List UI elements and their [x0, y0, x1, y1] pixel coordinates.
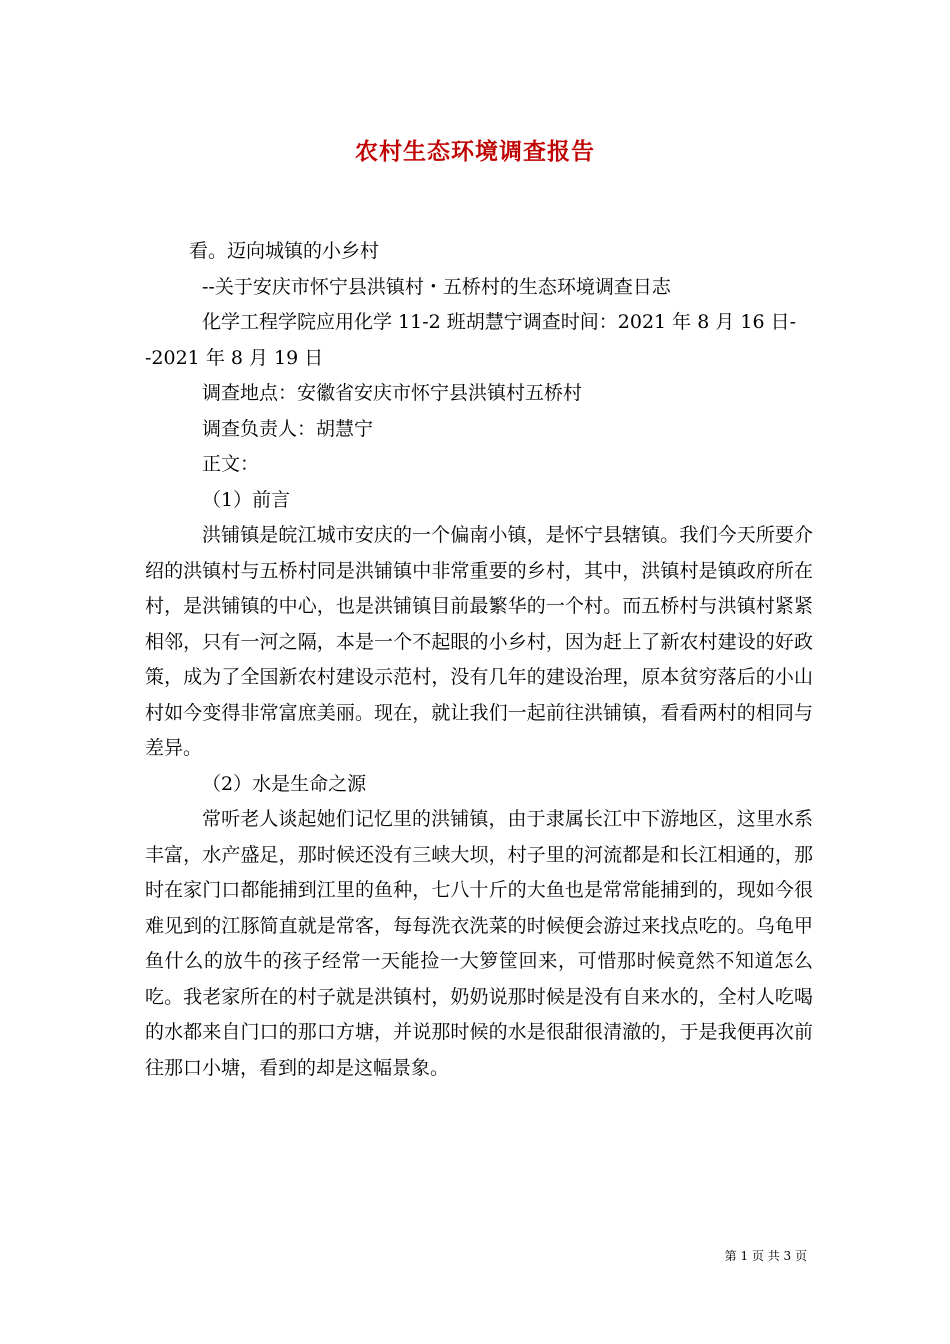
section-heading-1: （1）前言 [202, 488, 291, 511]
section-heading-2: （2）水是生命之源 [202, 772, 367, 795]
body-label: 正文： [202, 453, 260, 475]
page-footer: 第 1 页 共 3 页 [724, 1249, 807, 1263]
location-line: 调查地点：安徽省安庆市怀宁县洪镇村五桥村 [202, 382, 583, 404]
paragraph-intro: 洪铺镇是皖江城市安庆的一个偏南小镇，是怀宁县辖镇。我们今天所要介绍的洪镇村与五桥村同是洪铺镇中非常重要的乡村，其中，洪镇村是镇政府所在村，是洪铺镇的中心，也是洪铺镇目前最繁华的一个村。而五桥村与洪镇村紧紧相邻，只有一河之隔，本是一个不起眼的小乡村，因为赶上了新农村建设的好政策，成为了全国新农村建设示范村，没有几年的建设治理，原本贫穷落后的小山村如今变得非常富庶美丽。现在，就让我们一起前往洪铺镇，看看两村的相同与差异。 [145, 524, 813, 759]
document-body [145, 234, 813, 1086]
leader-line: 调查负责人：胡慧宁 [202, 417, 374, 440]
heading-line: 看。迈向城镇的小乡村 [189, 240, 380, 262]
paragraph-water: 常听老人谈起她们记忆里的洪铺镇，由于隶属长江中下游地区，这里水系丰富，水产盛足，那时候还没有三峡大坝，村子里的河流都是和长江相通的，那时在家门口都能捕到江里的鱼种，七八十斤的大鱼也是常常能捕到的，现如今很难见到的江豚简直就是常客，每每洗衣洗菜的时候便会游过来找点吃的。乌龟甲鱼什么的放牛的孩子经常一天能捡一大箩筐回来，可惜那时候竟然不知道怎么吃。我老家所在的村子就是洪镇村，奶奶说那时候是没有自来水的，全村人吃喝的水都来自门口的那口方塘，并说那时候的水是很甜很清澈的，于是我便再次前往那口小塘，看到的却是这幅景象。 [145, 808, 813, 1079]
author-time-line: 化学工程学院应用化学 11-2 班胡慧宁调查时间：2021 年 8 月 16 日--2021 年 8 月 19 日 [145, 311, 797, 369]
subtitle-line: --关于安庆市怀宁县洪镇村・五桥村的生态环境调查日志 [202, 275, 671, 298]
document-title: 农村生态环境调查报告 [355, 138, 595, 165]
